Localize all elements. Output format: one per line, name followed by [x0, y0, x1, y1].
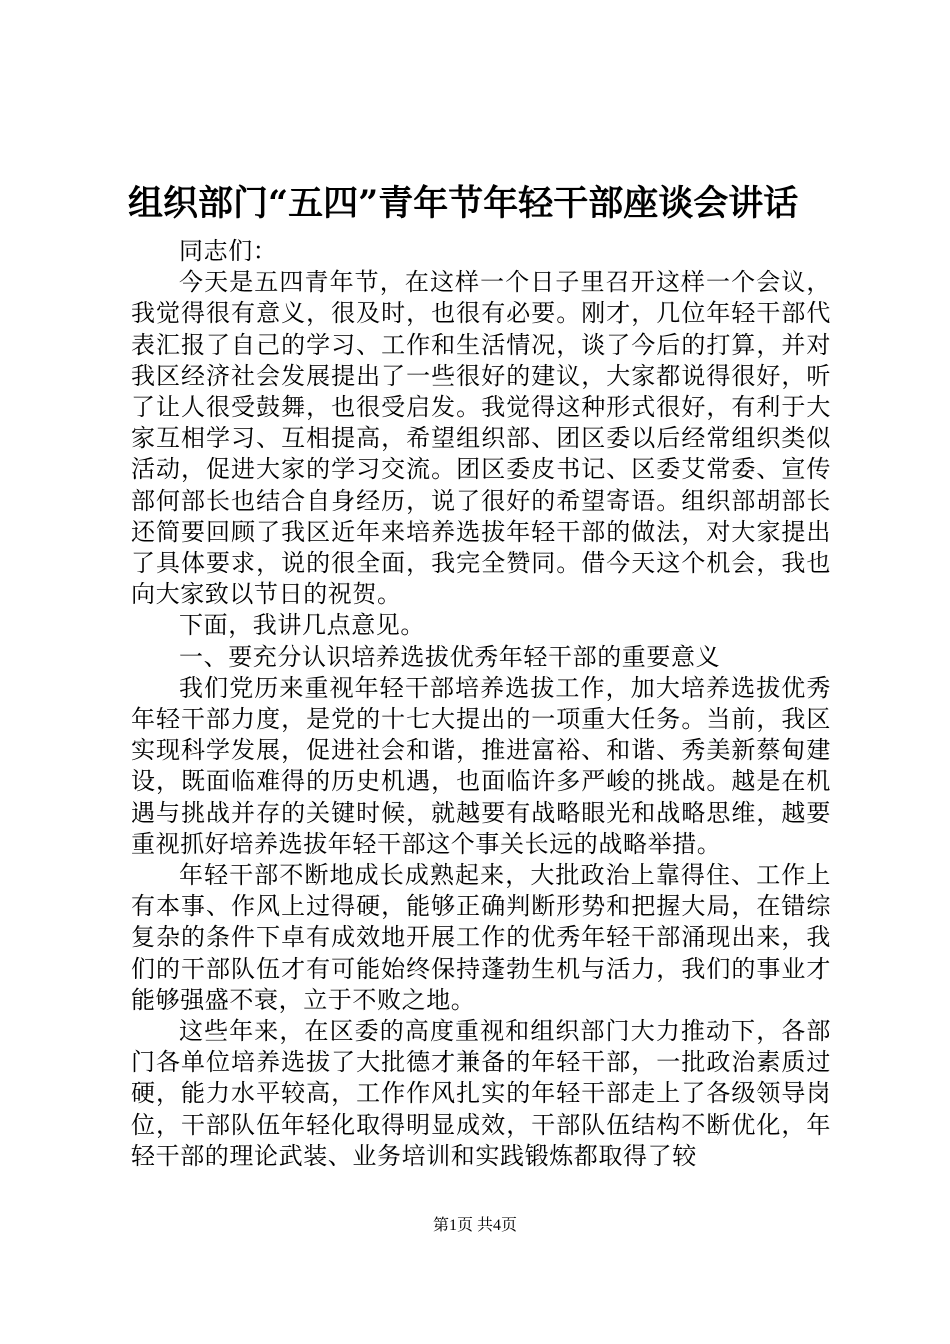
body-paragraph: 我们党历来重视年轻干部培养选拔工作，加大培养选拔优秀年轻干部力度，是党的十七大提出的一项重大任务。当前，我区实现科学发展，促进社会和谐，推进富裕、和谐、秀美新蔡甸建设，既面临难得的历史机遇，也面临许多严峻的挑战。越是在机遇与挑战并存的关键时候，就越要有战略眼光和战略思维，越要重视抓好培养选拔年轻干部这个事关长远的战略举措。	[131, 673, 831, 858]
body-paragraph: 今天是五四青年节，在这样一个日子里召开这样一个会议，我觉得很有意义，很及时，也很有必要。刚才，几位年轻干部代表汇报了自己的学习、工作和生活情况，谈了今后的打算，并对我区经济社会发展提出了一些很好的建议，大家都说得很好，听了让人很受鼓舞，也很受启发。我觉得这种形式很好，有利于大家互相学习、互相提高，希望组织部、团区委以后经常组织类似活动，促进大家的学习交流。团区委皮书记、区委艾常委、宣传部何部长也结合自身经历，说了很好的希望寄语。组织部胡部长还简要回顾了我区近年来培养选拔年轻干部的做法，对大家提出了具体要求，说的很全面，我完全赞同。借今天这个机会，我也向大家致以节日的祝贺。	[131, 268, 831, 609]
greeting-paragraph: 同志们：	[179, 237, 278, 265]
document-title: 组织部门“五四”青年节年轻干部座谈会讲话	[128, 183, 799, 224]
body-paragraph: 下面，我讲几点意见。	[179, 611, 425, 640]
body-paragraph: 年轻干部不断地成长成熟起来，大批政治上靠得住、工作上有本事、作风上过得硬，能够正确判断形势和把握大局，在错综复杂的条件下卓有成效地开展工作的优秀年轻干部涌现出来，我们的干部队伍才有可能始终保持蓬勃生机与活力，我们的事业才能够强盛不衰，立于不败之地。	[131, 861, 831, 1014]
page-number-footer: 第1页 共4页	[432, 1217, 517, 1234]
document-body	[131, 236, 831, 1172]
section-heading: 一、要充分认识培养选拔优秀年轻干部的重要意义	[179, 642, 721, 671]
body-paragraph: 这些年来，在区委的高度重视和组织部门大力推动下，各部门各单位培养选拔了大批德才兼备的年轻干部，一批政治素质过硬，能力水平较高，工作作风扎实的年轻干部走上了各级领导岗位，干部队伍年轻化取得明显成效，干部队伍结构不断优化，年轻干部的理论武装、业务培训和实践锻炼都取得了较	[131, 1017, 831, 1170]
